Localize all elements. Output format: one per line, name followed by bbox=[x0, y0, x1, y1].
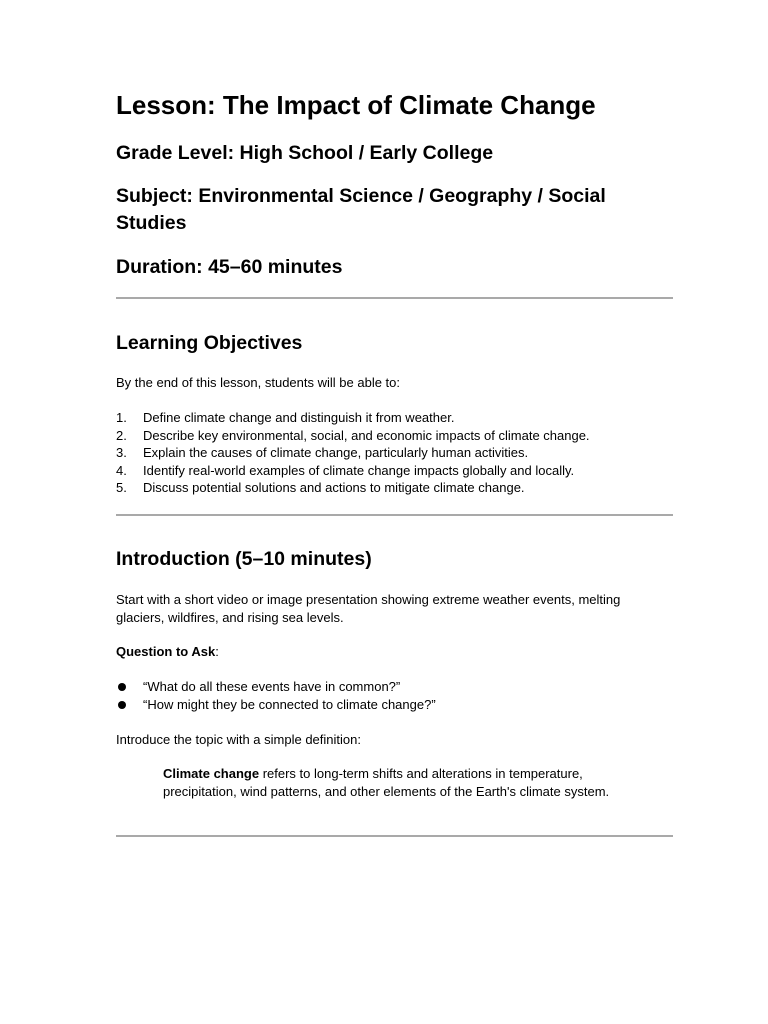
list-item-text: Identify real-world examples of climate change impacts globally and locally. bbox=[143, 462, 575, 478]
definition-intro: Introduce the topic with a simple definition: bbox=[116, 732, 361, 747]
list-item-number: 3. bbox=[116, 445, 127, 460]
question-label: Question to Ask bbox=[116, 644, 216, 659]
list-item-text: “How might they be connected to climate change?” bbox=[143, 697, 436, 712]
list-item bbox=[116, 462, 590, 480]
list-item-number: 4. bbox=[116, 462, 127, 478]
divider bbox=[116, 514, 673, 516]
divider bbox=[116, 835, 673, 837]
list-item-text: Define climate change and distinguish it from weather. bbox=[143, 410, 455, 425]
divider bbox=[116, 297, 673, 299]
question-to-ask bbox=[116, 643, 219, 661]
list-item-text: Explain the causes of climate change, particularly human activities. bbox=[143, 445, 529, 460]
list-item-number: 1. bbox=[116, 410, 127, 425]
list-item bbox=[116, 427, 590, 445]
lesson-title: Lesson: The Impact of Climate Change bbox=[116, 90, 596, 120]
list-item-number: 2. bbox=[116, 427, 127, 443]
definition-term: Climate change bbox=[163, 766, 260, 781]
list-item-text: Describe key environmental, social, and economic impacts of climate change. bbox=[143, 427, 590, 443]
list-item bbox=[116, 479, 590, 497]
list-item bbox=[116, 409, 590, 427]
objectives-heading: Learning Objectives bbox=[116, 332, 303, 354]
list-item-text: Discuss potential solutions and actions to mitigate climate change. bbox=[143, 480, 525, 495]
introduction-heading: Introduction (5–10 minutes) bbox=[116, 548, 372, 570]
bullet-icon bbox=[118, 683, 126, 691]
bullet-icon bbox=[118, 701, 126, 709]
objectives-intro: By the end of this lesson, students will be able to: bbox=[116, 375, 401, 390]
list-item-number: 5. bbox=[116, 480, 127, 495]
definition-block bbox=[163, 765, 613, 801]
objectives-list bbox=[116, 409, 590, 497]
duration: Duration: 45–60 minutes bbox=[116, 256, 343, 278]
subject: Subject: Environmental Science / Geography / Social Studies bbox=[116, 185, 606, 234]
list-item-text: “What do all these events have in common?” bbox=[143, 679, 401, 694]
grade-level: Grade Level: High School / Early College bbox=[116, 142, 494, 164]
definition-text: refers to long-term shifts and alterations in temperature, precipitation, wind patterns, and other elements of the Earth's climate system. bbox=[163, 766, 610, 799]
question-colon: : bbox=[215, 644, 219, 659]
list-item bbox=[116, 678, 436, 696]
question-list bbox=[116, 678, 436, 714]
list-item bbox=[116, 696, 436, 714]
introduction-paragraph: Start with a short video or image presentation showing extreme weather events, melting glaciers, wildfires, and rising sea levels. bbox=[116, 592, 621, 625]
list-item bbox=[116, 444, 590, 462]
